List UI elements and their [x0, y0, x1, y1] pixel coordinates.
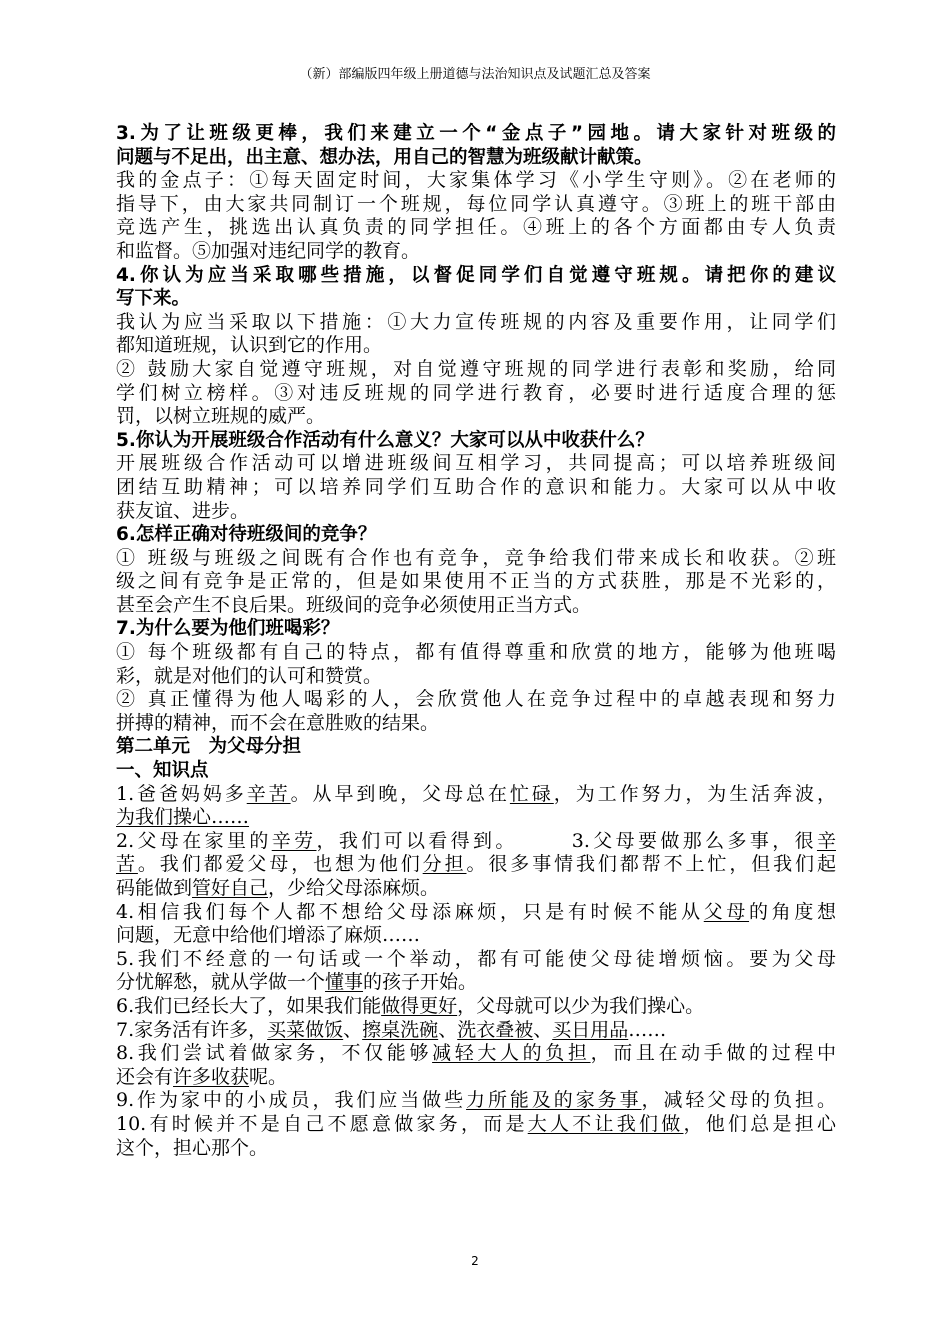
text-segment: 、 — [438, 1018, 458, 1041]
text-segment: 码能做到 — [116, 877, 193, 899]
underlined-answer: 辛劳 — [271, 829, 317, 852]
text-segment: 5.我们不经意的一句话或一个举动，都有可能使父母徒增烦恼。要为父母 — [116, 947, 836, 970]
text-line — [116, 193, 836, 217]
text-segment: ，父母就可以少为我们操心。 — [457, 994, 705, 1017]
underlined-answer: 懂事 — [325, 971, 364, 994]
text-line — [116, 783, 836, 807]
underlined-answer: 大人不让我们做 — [527, 1112, 684, 1135]
text-segment: 一、知识点 — [116, 760, 209, 782]
text-line — [116, 452, 836, 476]
text-segment: 我的金点子：①每天固定时间，大家集体学习《小学生守则》。②在老师的 — [116, 169, 836, 192]
text-segment: 1.爸爸妈妈多 — [116, 782, 247, 805]
text-segment: 竞选产生，挑选出认真负责的同学担任。④班上的各个方面都由专人负责 — [116, 216, 836, 239]
text-segment: ，为工作努力，为生活奔波， — [553, 782, 836, 805]
underlined-answer: 减轻大人的负担 — [432, 1042, 591, 1065]
question-line — [116, 122, 836, 146]
text-line — [116, 948, 836, 972]
text-segment: ，他们总是担心 — [683, 1112, 836, 1135]
text-line — [116, 1137, 836, 1161]
text-segment: ② 鼓励大家自觉遵守班规，对自觉遵守班规的同学进行表彰和奖励，给同 — [116, 357, 836, 380]
text-line — [116, 641, 836, 665]
text-segment: 级之间有竞争是正常的，但是如果使用不正当的方式获胜，那是不光彩的， — [116, 570, 836, 593]
text-segment: ，减轻父母的负担。 — [641, 1089, 836, 1112]
text-line — [116, 334, 836, 358]
section-heading — [116, 759, 836, 783]
text-segment: 这个，担心那个。 — [116, 1136, 269, 1159]
text-line — [116, 358, 836, 382]
text-line — [116, 240, 836, 264]
text-line — [116, 405, 836, 429]
text-segment: 的角度想 — [749, 900, 836, 923]
underlined-answer: 买菜做饭 — [267, 1018, 344, 1041]
underlined-answer: 为我们操心…… — [116, 806, 250, 829]
text-line — [116, 712, 836, 736]
text-line — [116, 1066, 836, 1090]
text-segment: 7.家务活有许多， — [116, 1018, 268, 1041]
text-line — [116, 901, 836, 925]
text-segment: 写下来。 — [116, 288, 191, 310]
text-segment: 获友谊、进步。 — [116, 499, 250, 522]
question-line — [116, 617, 836, 641]
text-segment: 问题，无意中给他们增添了麻烦…… — [116, 924, 421, 947]
text-segment: 。我们都爱父母，也想为他们 — [137, 853, 423, 876]
text-segment: 的孩子开始。 — [363, 971, 478, 994]
text-segment: 。很多事情我们都帮不上忙，但我们起 — [466, 853, 836, 876]
text-segment: 2.父母在家里的 — [116, 829, 272, 852]
text-segment: 、 — [343, 1018, 363, 1041]
text-line — [116, 1089, 836, 1113]
text-line — [116, 971, 836, 995]
text-segment: …… — [628, 1018, 667, 1041]
underlined-answer: 擦桌洗碗 — [362, 1018, 439, 1041]
underlined-answer: 辛 — [816, 829, 836, 852]
section-heading — [116, 735, 836, 759]
text-segment: 都知道班规，认识到它的作用。 — [116, 334, 383, 357]
text-segment: 团结互助精神；可以培养同学们互助合作的意识和能力。大家可以从中收 — [116, 475, 836, 498]
question-line — [116, 264, 836, 288]
text-segment: 甚至会产生不良后果。班级间的竞争必须使用正当方式。 — [116, 593, 592, 616]
text-line — [116, 1042, 836, 1066]
underlined-answer: 许多收获 — [173, 1065, 250, 1088]
underlined-answer: 苦 — [116, 853, 138, 876]
question-line — [116, 146, 836, 170]
text-segment: 3.父母要做那么多事，很 — [571, 829, 817, 852]
text-line — [116, 382, 836, 406]
page-number: 2 — [471, 1254, 479, 1268]
page-header: （新）部编版四年级上册道德与法治知识点及试题汇总及答案 — [299, 67, 651, 82]
text-segment: 彩，就是对他们的认可和赞赏。 — [116, 664, 383, 687]
text-line — [116, 924, 836, 948]
text-segment: 8.我们尝试着做家务，不仅能够 — [116, 1042, 433, 1065]
underlined-answer: 分担 — [422, 853, 467, 876]
text-segment: 、 — [533, 1018, 553, 1041]
document-body — [116, 122, 836, 1160]
text-line — [116, 665, 836, 689]
text-segment: 7.为什么要为他们班喝彩？ — [116, 618, 340, 640]
question-line — [116, 523, 836, 547]
text-line — [116, 547, 836, 571]
underlined-answer: 洗衣叠被 — [457, 1018, 534, 1041]
text-segment: 3.为了让班级更棒，我们来建立一个“金点子”园地。请大家针对班级的 — [116, 123, 836, 144]
text-segment: 和监督。⑤加强对违纪同学的教育。 — [116, 239, 421, 262]
text-segment: 。从早到晚，父母总在 — [290, 782, 510, 805]
text-segment: 分忧解愁，就从学做一个 — [116, 971, 326, 994]
text-segment: ① 班级与班级之间既有合作也有竞争，竞争给我们带来成长和收获。②班 — [116, 546, 836, 569]
underlined-answer: 力所能及的家务事 — [466, 1089, 642, 1112]
text-line — [116, 216, 836, 240]
text-line — [116, 806, 836, 830]
text-segment: 第二单元 为父母分担 — [116, 736, 302, 758]
text-line — [116, 476, 836, 500]
text-line — [116, 853, 836, 877]
text-segment: 开展班级合作活动可以增进班级间互相学习，共同提高；可以培养班级间 — [116, 452, 836, 475]
underlined-answer: 辛苦 — [246, 782, 291, 805]
text-segment: ，少给父母添麻烦。 — [268, 877, 440, 899]
text-line — [116, 1019, 836, 1043]
underlined-answer: 做得更好 — [381, 994, 458, 1017]
text-segment: ② 真正懂得为他人喝彩的人，会欣赏他人在竞争过程中的卓越表现和努力 — [116, 688, 836, 711]
text-line — [116, 877, 836, 901]
text-segment: 指导下，由大家共同制订一个班规，每位同学认真遵守。③班上的班干部由 — [116, 192, 836, 215]
text-segment: 6.怎样正确对待班级间的竞争？ — [116, 524, 377, 546]
text-line — [116, 570, 836, 594]
text-line — [116, 688, 836, 712]
text-segment: 罚，以树立班规的威严。 — [116, 405, 326, 428]
text-line — [116, 169, 836, 193]
text-segment: 学们树立榜样。③对违反班规的同学进行教育，必要时进行适度合理的惩 — [116, 381, 836, 404]
underlined-answer: 父母 — [703, 900, 750, 923]
question-line — [116, 287, 836, 311]
underlined-answer: 买日用品 — [552, 1018, 629, 1041]
text-segment: 4.相信我们每个人都不想给父母添麻烦，只是有时候不能从 — [116, 900, 704, 923]
text-segment: 问题与不足出，出主意、想办法，用自己的智慧为班级献计献策。 — [116, 146, 653, 168]
text-segment: ① 每个班级都有自己的特点，都有值得尊重和欣赏的地方，能够为他班喝 — [116, 641, 836, 664]
text-line — [116, 311, 836, 335]
text-segment: 还会有 — [116, 1065, 174, 1088]
text-segment: ，而且在动手做的过程中 — [590, 1042, 836, 1065]
text-line — [116, 500, 836, 524]
text-segment: ，我们可以看得到。 — [316, 829, 518, 852]
text-segment: 5.你认为开展班级合作活动有什么意义？大家可以从中收获什么？ — [116, 429, 654, 451]
text-line — [116, 830, 836, 854]
text-segment: 10.有时候并不是自己不愿意做家务，而是 — [116, 1112, 528, 1135]
question-line — [116, 429, 836, 453]
underlined-answer: 管好自己 — [192, 877, 269, 899]
text-segment: 呢。 — [249, 1065, 288, 1088]
text-line — [116, 594, 836, 618]
text-segment: 拼搏的精神，而不会在意胜败的结果。 — [116, 711, 440, 734]
text-segment: 9.作为家中的小成员，我们应当做些 — [116, 1089, 467, 1112]
text-segment: 4.你认为应当采取哪些措施，以督促同学们自觉遵守班规。请把你的建议 — [116, 264, 836, 286]
text-line — [116, 995, 836, 1019]
text-segment: 我认为应当采取以下措施：①大力宣传班规的内容及重要作用，让同学们 — [116, 310, 836, 333]
text-line — [116, 1113, 836, 1137]
underlined-answer: 忙碌 — [509, 782, 554, 805]
text-segment: 6.我们已经长大了，如果我们能 — [116, 994, 382, 1017]
